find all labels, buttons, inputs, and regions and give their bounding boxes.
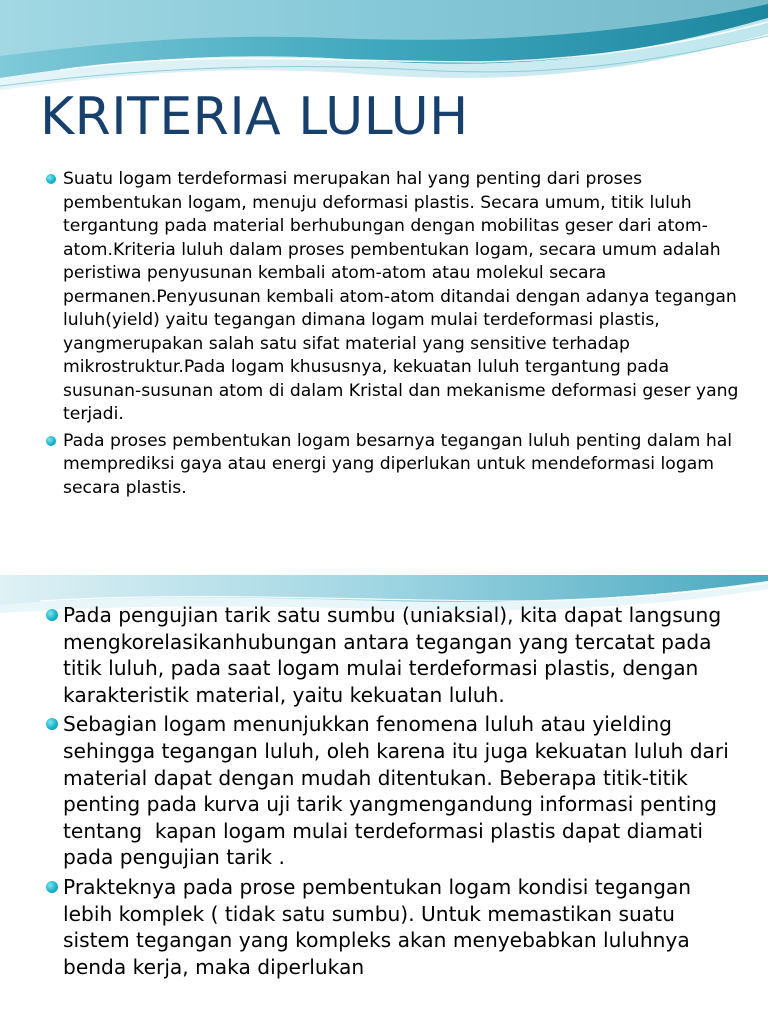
list-item (46, 602, 746, 708)
bullet-list (46, 602, 746, 983)
list-item (46, 711, 746, 871)
bullet-text: Sebagian logam menunjukkan fenomena luluh atau yielding sehingga tegangan luluh, oleh karena itu juga kekuatan luluh dari material dapat dengan mudah ditentukan. Beberapa titik-titik penting pada kurva uji tarik yangmengandung informasi penting tentang kapan logam mulai terdeformasi plastis dapat diamati pada pengujian tarik . (63, 712, 736, 870)
slide-title: KRITERIA LULUH (40, 87, 469, 147)
list-item (46, 430, 752, 501)
bullet-dot-icon (46, 436, 56, 446)
bullet-text: Pada proses pembentukan logam besarnya tegangan luluh penting dalam hal memprediksi gaya atau energi yang diperlukan untuk mendeformasi logam secara plastis. (63, 430, 738, 498)
wave-header-decoration (0, 0, 768, 95)
list-item (46, 168, 752, 427)
bullet-text: Pada pengujian tarik satu sumbu (uniaksial), kita dapat langsung mengkorelasikanhubungan antara tegangan yang tercatat pada titik luluh, pada saat logam mulai terdeformasi plastis, dengan karakteristik material, yaitu kekuatan luluh. (63, 603, 728, 707)
bullet-list (46, 168, 752, 503)
bullet-dot-icon (46, 609, 58, 621)
bullet-dot-icon (46, 881, 58, 893)
bullet-text: Prakteknya pada prose pembentukan logam kondisi tegangan lebih komplek ( tidak satu sumbu). Untuk memastikan suatu sistem tegangan yang kompleks akan menyebabkan luluhnya benda kerja, maka diperlukan (63, 874, 703, 979)
slide-separator (0, 560, 768, 575)
bullet-dot-icon (46, 718, 58, 730)
list-item (46, 874, 746, 980)
bullet-dot-icon (46, 174, 56, 184)
bullet-text: Suatu logam terdeformasi merupakan hal yang penting dari proses pembentukan logam, menuju deformasi plastis. Secara umum, titik luluh tergantung pada material berhubungan dengan mobilitas geser dari atom-atom.Kriteria luluh dalam proses pembentukan logam, secara umum adalah peristiwa penyusunan kembali atom-atom atau molekul secara permanen.Penyusunan kembali atom-atom ditandai dengan adanya tegangan luluh(yield) yaitu tegangan dimana logam mulai terdeformasi plastis, yangmerupakan salah satu sifat material yang sensitive terhadap mikrostruktur.Pada logam khususnya, kekuatan luluh tergantung pada susunan-susunan atom di dalam Kristal dan mekanisme deformasi geser yang terjadi. (63, 169, 744, 424)
slide-2 (0, 575, 768, 1024)
